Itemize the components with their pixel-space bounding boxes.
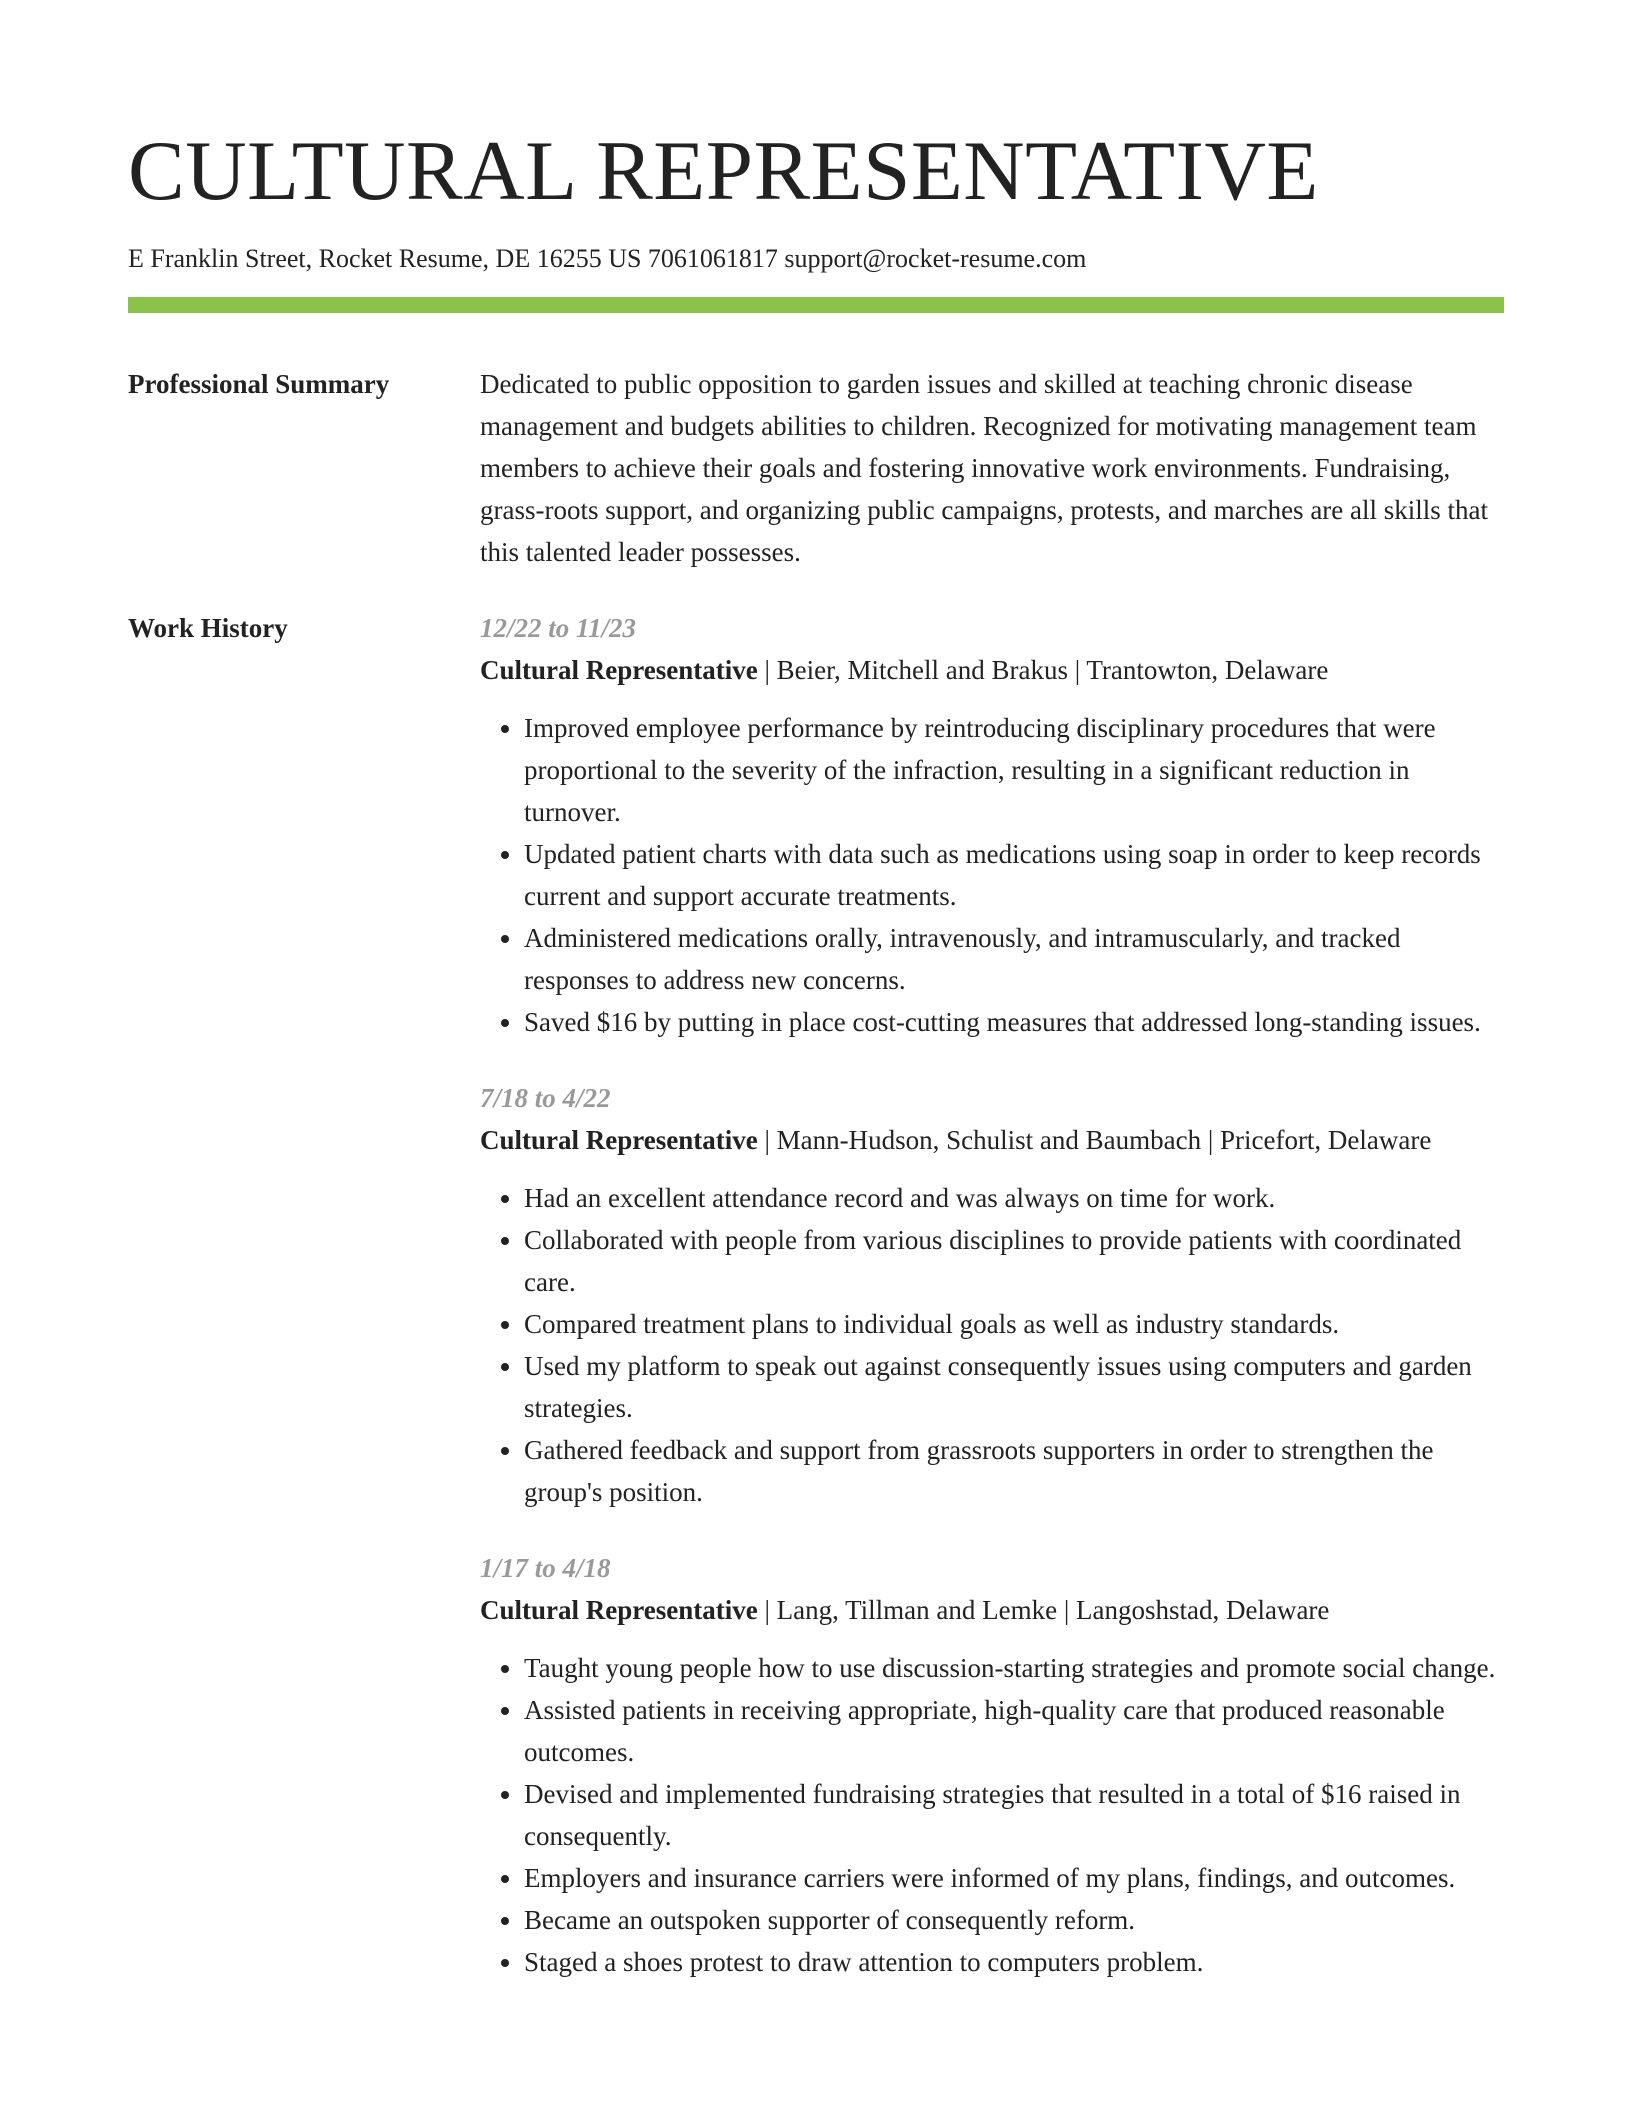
summary-body <box>480 363 1504 573</box>
contact-line: E Franklin Street, Rocket Resume, DE 16255 US 7061061817 support@rocket-resume.com <box>128 244 1087 273</box>
job-bullets <box>480 1647 1504 1983</box>
resume-page <box>128 0 1504 1983</box>
bullet-item: • Assisted patients in receiving appropriate, high-quality care that produced reasonable outcomes. <box>524 1689 1504 1773</box>
bullet-item: • Became an outspoken supporter of consequently reform. <box>524 1899 1504 1941</box>
bullet-item: • Saved $16 by putting in place cost-cutting measures that addressed long-standing issues. <box>524 1001 1504 1043</box>
bullet-item: • Improved employee performance by reintroducing disciplinary procedures that were proportional to the severity of the infraction, resulting in a significant reduction in turnover. <box>524 707 1504 833</box>
job-dates: 7/18 to 4/22 <box>480 1083 611 1113</box>
bullet-item: • Had an excellent attendance record and was always on time for work. <box>524 1177 1504 1219</box>
section-label-summary: Professional Summary <box>128 369 390 399</box>
job-dates: 12/22 to 11/23 <box>480 613 637 643</box>
job-details: | Beier, Mitchell and Brakus | Trantowton, Delaware <box>757 655 1329 685</box>
resume-name: CULTURAL REPRESENTATIVE <box>128 124 1319 218</box>
work-history-section <box>128 607 1504 1983</box>
job-title-line <box>480 1119 1504 1161</box>
job-title: Cultural Representative <box>480 1595 758 1625</box>
job-entry <box>480 1547 1504 1983</box>
job-title-line <box>480 1589 1504 1631</box>
job-title: Cultural Representative <box>480 655 758 685</box>
work-history-body <box>480 607 1504 1983</box>
bullet-item: • Updated patient charts with data such as medications using soap in order to keep records current and support accurate treatments. <box>524 833 1504 917</box>
job-bullets <box>480 1177 1504 1513</box>
job-bullets <box>480 707 1504 1043</box>
bullet-item: • Devised and implemented fundraising strategies that resulted in a total of $16 raised in consequently. <box>524 1773 1504 1857</box>
job-entry <box>480 607 1504 1043</box>
bullet-item: • Gathered feedback and support from grassroots supporters in order to strengthen the group's position. <box>524 1429 1504 1513</box>
job-entry <box>480 1077 1504 1513</box>
bullet-item: • Collaborated with people from various disciplines to provide patients with coordinated care. <box>524 1219 1504 1303</box>
section-label-work-history: Work History <box>128 613 288 643</box>
accent-divider <box>128 297 1504 313</box>
bullet-item: • Compared treatment plans to individual goals as well as industry standards. <box>524 1303 1504 1345</box>
bullet-item: • Used my platform to speak out against consequently issues using computers and garden strategies. <box>524 1345 1504 1429</box>
summary-text: Dedicated to public opposition to garden issues and skilled at teaching chronic disease management and budgets abilities to children. Recognized for motivating management team members to achieve their goals and fostering innovative work environments. Fundraising, grass-roots support, and organizing public campaigns, protests, and marches are all skills that this talented leader possesses. <box>480 369 1489 567</box>
job-title-line <box>480 649 1504 691</box>
job-dates: 1/17 to 4/18 <box>480 1553 611 1583</box>
bullet-item: • Taught young people how to use discussion-starting strategies and promote social change. <box>524 1647 1504 1689</box>
bullet-item: • Employers and insurance carriers were informed of my plans, findings, and outcomes. <box>524 1857 1504 1899</box>
job-details: | Mann-Hudson, Schulist and Baumbach | Pricefort, Delaware <box>757 1125 1432 1155</box>
job-title: Cultural Representative <box>480 1125 758 1155</box>
job-details: | Lang, Tillman and Lemke | Langoshstad, Delaware <box>757 1595 1330 1625</box>
professional-summary-section <box>128 363 1504 573</box>
bullet-item: • Administered medications orally, intravenously, and intramuscularly, and tracked responses to address new concerns. <box>524 917 1504 1001</box>
bullet-item: • Staged a shoes protest to draw attention to computers problem. <box>524 1941 1504 1983</box>
